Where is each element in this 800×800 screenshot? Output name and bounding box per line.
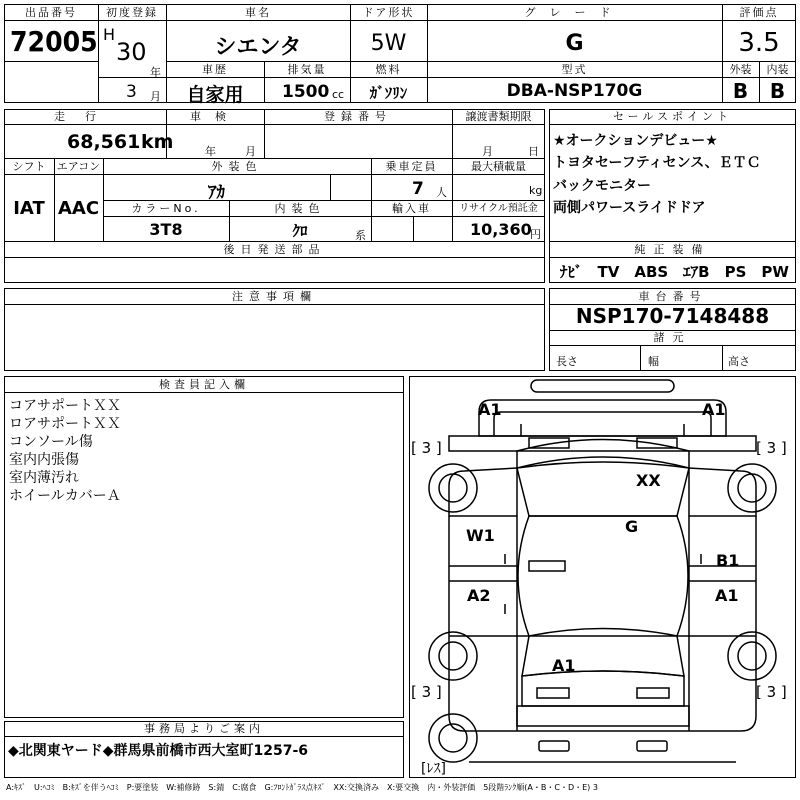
color-no-label: カラーNo.	[131, 202, 201, 215]
mark-rear: A1	[552, 656, 576, 675]
chassis-number: NSP170-7148488	[575, 304, 770, 328]
sales-line: 両側パワースライドドア	[553, 200, 706, 216]
spec-label: 諸元	[653, 331, 692, 344]
recycle-label: リサイクル預託金	[459, 203, 538, 214]
tire-fl: [ 3 ]	[411, 439, 442, 457]
shift: IAT	[13, 198, 45, 219]
insp-year-unit: 年	[205, 145, 216, 158]
reg-year: 30	[116, 38, 147, 66]
width-label: 幅	[648, 355, 659, 368]
first-reg-label: 初度登録	[106, 6, 158, 19]
inspector-label: 検査員記入欄	[159, 378, 249, 391]
month-unit: 月	[150, 90, 161, 103]
recycle-unit: 円	[530, 228, 541, 241]
model-label: 型式	[561, 63, 588, 76]
inspector-line: コンソール傷	[9, 434, 93, 450]
color-no: 3T8	[149, 220, 183, 239]
score-label: 評価点	[739, 6, 779, 19]
chassis-label: 車台番号	[638, 290, 707, 303]
int-label: 内装	[766, 63, 789, 76]
inspection-label: 車検	[190, 110, 240, 123]
sales-line: トヨタセーフティセンス、ＥＴＣ	[553, 155, 761, 171]
spare-tire: [ﾚｽ]	[421, 761, 446, 777]
transfer-label: 譲渡書類期限	[465, 110, 532, 123]
int-color-unit: 系	[355, 229, 366, 242]
fuel: ｶﾞｿﾘﾝ	[369, 84, 408, 102]
model: DBA-NSP170G	[506, 81, 643, 101]
car-name-label: 車名	[245, 6, 271, 19]
office-label: 事務局よりご案内	[144, 722, 264, 735]
car-name: シエンタ	[214, 35, 302, 60]
year-unit: 年	[150, 66, 161, 79]
shift-label: シフト	[12, 160, 46, 173]
car-diagram	[409, 376, 796, 778]
sales-label: セールスポイント	[612, 110, 732, 123]
displacement: 1500	[282, 82, 330, 102]
equipment-label: 純正装備	[634, 243, 711, 256]
ext-label: 外装	[729, 63, 752, 76]
ext-grade: B	[732, 79, 749, 103]
int-grade: B	[769, 79, 786, 103]
sales-line: ★オークションデビュー★	[553, 133, 718, 149]
capacity: 7	[412, 179, 424, 199]
int-color-label: 内装色	[274, 202, 326, 215]
later-parts-label: 後日発送部品	[223, 243, 326, 256]
tire-rl: [ 3 ]	[411, 683, 442, 701]
transfer-month-unit: 月	[482, 145, 493, 158]
fuel-label: 燃料	[375, 63, 402, 76]
notes-label: 注意事項欄	[232, 290, 317, 303]
lot-number: 72005	[10, 25, 98, 58]
door-type: 5W	[370, 31, 407, 56]
lot-label: 出品番号	[25, 6, 77, 19]
score: 3.5	[738, 28, 780, 58]
ac: AAC	[57, 198, 100, 219]
height-label: 高さ	[728, 355, 750, 368]
load-label: 最大積載量	[471, 160, 526, 173]
reg-month: 3	[126, 82, 137, 102]
mark-front-right: A1	[702, 400, 726, 419]
mileage-label: 走行	[54, 110, 116, 123]
insp-month-unit: 月	[245, 145, 256, 158]
mark-left-rear-door: A2	[467, 586, 491, 605]
legend: A:ｷｽﾞ U:ﾍｺﾐ B:ｷｽﾞを伴うﾍｺﾐ P:要塗装 W:補修跡 S:錆 C:腐食 G:ﾌﾛﾝﾄｶﾞﾗｽ点ｷｽﾞ XX:交換済み X:要交換 内・外装評価 5段階ﾗﾝｸ順(A・B・C・D・E) 3	[6, 783, 598, 792]
length-label: 長さ	[556, 355, 578, 368]
history-label: 車歴	[202, 63, 228, 76]
office-address: ◆北関東ヤード◆群馬県前橋市西大室町1257-6	[8, 743, 309, 759]
grade: G	[565, 31, 584, 56]
inspector-line: 室内薄汚れ	[9, 470, 79, 486]
mileage-unit: km	[141, 131, 174, 153]
inspector-line: ロアサポートＸＸ	[9, 416, 121, 432]
displacement-unit: cc	[332, 88, 345, 101]
recycle: 10,360	[470, 220, 532, 239]
tire-rr: [ 3 ]	[756, 683, 787, 701]
mileage: 68,561	[67, 131, 141, 153]
ac-label: エアコン	[56, 160, 101, 173]
mark-right-rear-panel: A1	[715, 586, 739, 605]
inspector-line: 室内内張傷	[9, 452, 79, 468]
mark-hood: XX	[636, 471, 661, 490]
sales-line: バックモニター	[553, 178, 651, 194]
capacity-unit: 人	[436, 186, 447, 199]
mark-left-front-door: W1	[466, 526, 495, 545]
equipment: ﾅﾋﾞ TV ABS ｴｱB PS PW	[560, 263, 789, 281]
transfer-day-unit: 日	[528, 145, 539, 158]
capacity-label: 乗車定員	[385, 160, 438, 173]
int-color: ｸﾛ	[292, 222, 308, 240]
door-label: ドア形状	[362, 6, 415, 19]
plate-label: 登録番号	[324, 110, 392, 123]
mark-front-left: A1	[478, 400, 502, 419]
mark-roof: G	[625, 517, 639, 536]
inspector-line: ホイールカバーＡ	[9, 488, 121, 504]
grade-label: グレード	[524, 6, 625, 19]
color: ｱｶ	[208, 183, 225, 203]
color-label: 外装色	[211, 160, 263, 173]
load-unit: kg	[529, 184, 543, 197]
era: H	[103, 25, 116, 44]
mark-right-rear-door: B1	[716, 551, 740, 570]
history: 自家用	[186, 84, 244, 106]
inspector-line: コアサポートＸＸ	[9, 398, 121, 414]
import-label: 輸入車	[392, 202, 431, 215]
displacement-label: 排気量	[287, 63, 327, 76]
tire-fr: [ 3 ]	[756, 439, 787, 457]
